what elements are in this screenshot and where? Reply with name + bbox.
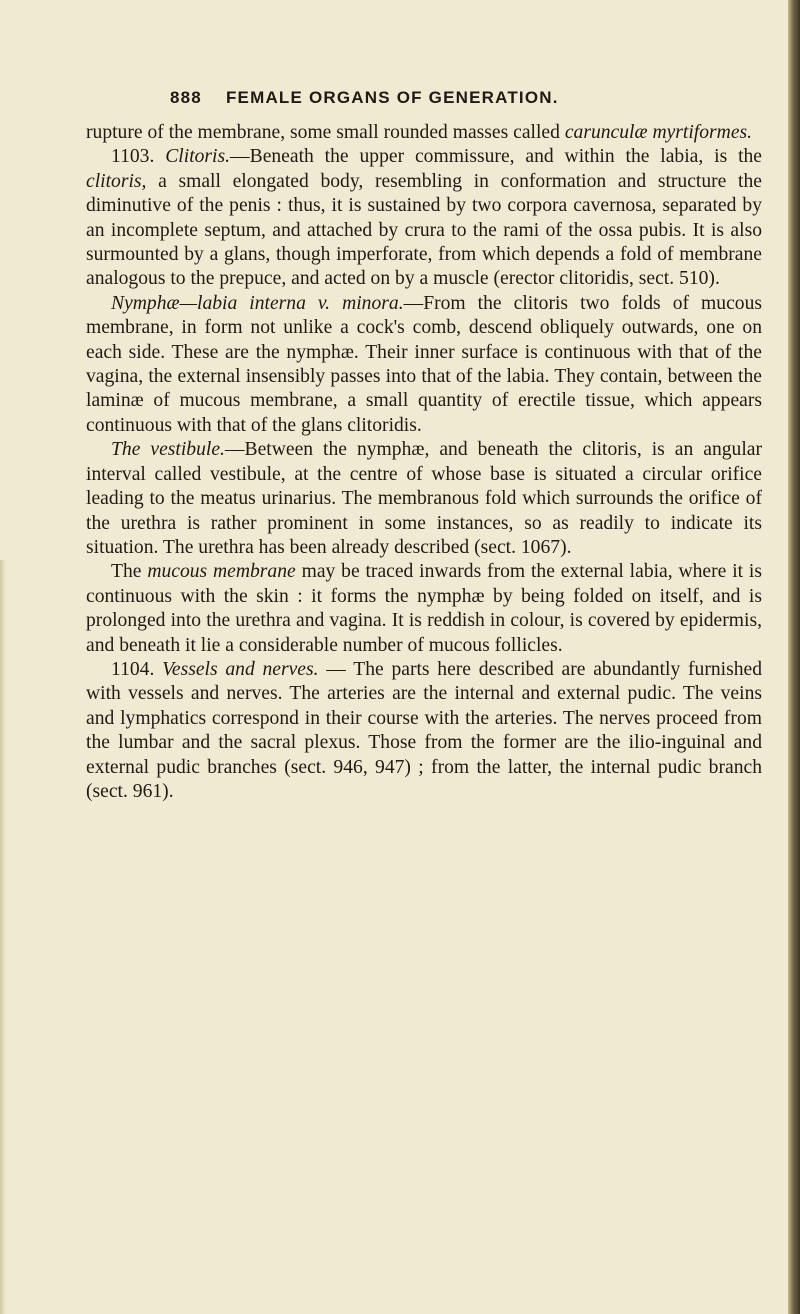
- section-1103: [86, 145, 762, 291]
- body-text: [86, 121, 762, 804]
- paragraph-mucous-membrane: [86, 560, 762, 658]
- italic-term: carunculæ myrtiformes.: [564, 122, 753, 143]
- page-number: 888: [170, 88, 202, 107]
- section-number: 1104.: [111, 658, 155, 680]
- paragraph-vestibule: [86, 438, 762, 560]
- paragraph-text: —From the clitoris two folds of mucous membrane, in form not unlike a cock's comb, descend obliquely outwards, one on each side. These are the nymphæ. Their inner surface is continuous with that of the vagina, the external insensibly passes into that of the labia. They contain, between the laminæ of mucous membrane, a small quantity of erectile tissue, which appears continuous with that of the glans clitoridis.: [86, 292, 762, 436]
- paragraph-continuation: [86, 121, 762, 145]
- section-1104: [86, 658, 762, 804]
- paragraph-text: —Beneath the upper commissure, and within the labia, is the: [230, 146, 763, 168]
- paragraph-nymphae: [86, 292, 762, 438]
- paragraph-text: —Between the nymphæ, and beneath the clitoris, is an angular interval called vestibule, at the centre of whose base is situated a circular orifice leading to the meatus urinarius. The membranous fold which surrounds the orifice of the urethra is rather prominent in some instances, so as readily to indicate its situation. The urethra has been already described (sect. 1067).: [86, 439, 762, 558]
- section-heading: Vessels and nerves.: [162, 658, 319, 680]
- section-heading: mucous membrane: [147, 561, 296, 583]
- page-edge-shadow: [788, 0, 800, 1314]
- paragraph-text: a small elongated body, resembling in conformation and structure the diminutive of the penis : thus, it is sustained by two corpora cavernosa, separated by an incomplete septum, and attached by crura to the rami of the ossa pubis. It is also surmounted by a glans, though imperforate, from which depends a fold of membrane analogous to the prepuce, and acted on by a muscle (erector clitoridis, sect. 510).: [86, 170, 762, 290]
- paragraph-lead: The: [111, 561, 142, 583]
- section-number: 1103.: [111, 146, 155, 168]
- page-edge-left-shadow: [0, 560, 6, 1314]
- running-header: [170, 88, 690, 108]
- paragraph-text: — The parts here described are abundantly furnished with vessels and nerves. The arteries are the internal and external pudic. The veins and lymphatics correspond in their course with the arteries. The nerves proceed from the lumbar and the sacral plexus. Those from the former are the ilio-inguinal and external pudic branches (sect. 946, 947) ; from the latter, the internal pudic branch (sect. 961).: [86, 658, 763, 802]
- section-heading: The vestibule.: [111, 439, 225, 461]
- section-heading: Clitoris.: [165, 146, 231, 168]
- italic-term: clitoris,: [86, 170, 147, 192]
- section-heading: Nymphæ—labia interna v. minora.: [111, 292, 404, 314]
- paragraph-text: rupture of the membrane, some small rounded masses called: [86, 122, 560, 143]
- paragraph-text: may be traced inwards from the external labia, where it is continuous with the skin : it forms the nymphæ by being folded on itself, and is prolonged into the urethra and vagina. It is reddish in colour, is covered by epidermis, and beneath it lie a considerable number of mucous follicles.: [86, 561, 762, 656]
- chapter-title: FEMALE ORGANS OF GENERATION.: [225, 88, 559, 107]
